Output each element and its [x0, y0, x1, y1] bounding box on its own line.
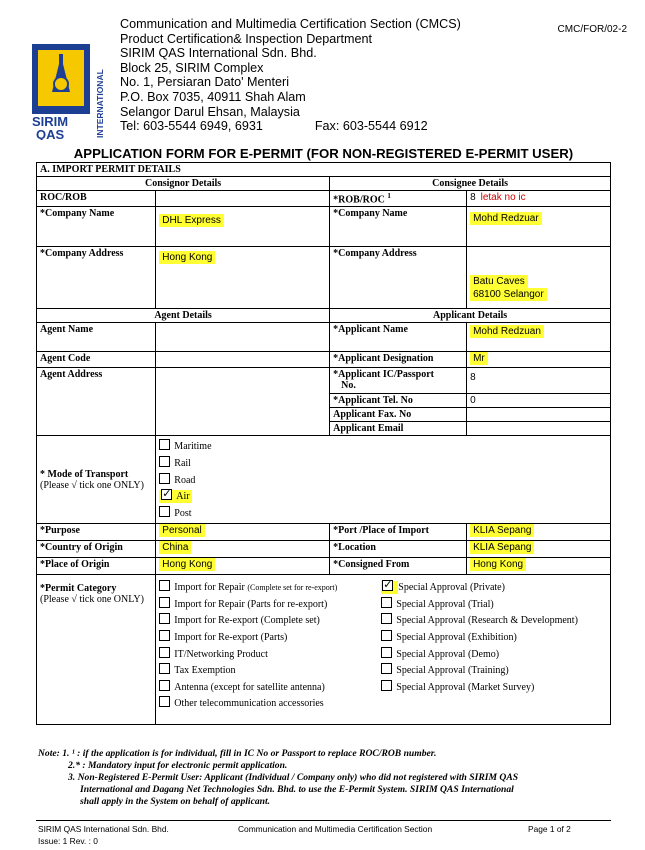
- checkbox[interactable]: [159, 473, 170, 484]
- footer-page: Page 1 of 2: [528, 824, 571, 834]
- roc-rob-label: ROC/ROB: [37, 191, 156, 207]
- option-label: Special Approval (Private): [398, 582, 505, 594]
- form-title: APPLICATION FORM FOR E-PERMIT (FOR NON-REGISTERED E-PERMIT USER): [73, 146, 574, 161]
- consignee-company-field[interactable]: [467, 207, 611, 247]
- consigned-from-field[interactable]: [467, 558, 611, 575]
- consignee-company-label: *Company Name: [330, 207, 467, 247]
- agent-code-label: Agent Code: [37, 352, 156, 368]
- checkbox[interactable]: [159, 580, 170, 591]
- permit-option-special-trial[interactable]: [381, 597, 578, 614]
- note-3c: shall apply in the System on behalf of applicant.: [80, 796, 271, 807]
- option-label: Import for Re-export (Parts): [174, 632, 288, 644]
- option-label: Special Approval (Demo): [396, 648, 500, 660]
- option-label: IT/Networking Product: [174, 648, 268, 660]
- permit-option-reexport-complete[interactable]: [159, 613, 381, 630]
- header-address: [120, 17, 461, 134]
- form-code: CMC/FOR/02-2: [557, 24, 627, 35]
- header-line: SIRIM QAS International Sdn. Bhd.: [120, 46, 317, 61]
- port-label: *Port /Place of Import: [330, 524, 467, 541]
- tel: Tel: 603-5544 6949, 6931: [120, 119, 263, 134]
- option-label: Import for Re-export (Complete set): [174, 615, 320, 627]
- permit-option-it-networking[interactable]: [159, 647, 381, 664]
- consignor-company-field[interactable]: [156, 207, 330, 247]
- agent-address-field[interactable]: [156, 368, 330, 436]
- place-origin-value: Hong Kong: [159, 558, 215, 571]
- permit-category-options: [156, 575, 611, 725]
- logo-text-qas: QAS: [36, 127, 65, 140]
- footer: [38, 824, 608, 846]
- tick-one-text: (Please √ tick one ONLY): [40, 479, 144, 491]
- consignee-address-line1: Batu Caves: [470, 275, 528, 288]
- company-address-label: *Company Address: [37, 247, 156, 309]
- checkbox[interactable]: [159, 630, 170, 641]
- checkbox[interactable]: [159, 439, 170, 450]
- applicant-ic-text: *Applicant IC/Passport: [333, 369, 435, 381]
- checkbox[interactable]: [159, 663, 170, 674]
- country-origin-label: *Country of Origin: [37, 541, 156, 558]
- section-a-header: A. IMPORT PERMIT DETAILS: [37, 163, 611, 177]
- applicant-fax-field[interactable]: [467, 408, 611, 422]
- transport-option-road[interactable]: [159, 473, 607, 490]
- location-label: *Location: [330, 541, 467, 558]
- applicant-tel-field[interactable]: 0: [467, 394, 611, 408]
- option-label: Import for Repair: [174, 582, 245, 594]
- consignee-rob-field[interactable]: [467, 191, 611, 207]
- logo-text-international: INTERNATIONAL: [95, 69, 105, 138]
- checkbox-checked[interactable]: [382, 580, 393, 591]
- note-3b: International and Dagang Net Technologies Sdn. Bhd. to use the E-Permit System. SIRIM QAS International: [80, 784, 514, 795]
- agent-header: Agent Details: [37, 309, 330, 323]
- company-name-label: *Company Name: [37, 207, 156, 247]
- purpose-label: *Purpose: [37, 524, 156, 541]
- permit-option-special-rnd[interactable]: [381, 613, 578, 630]
- header-tel-fax: [120, 119, 461, 134]
- applicant-header: Applicant Details: [330, 309, 611, 323]
- applicant-designation-label: *Applicant Designation: [330, 352, 467, 368]
- rob-roc-label: *ROB/ROC $^1$: [330, 191, 467, 207]
- option-label: Other telecommunication accessories: [174, 698, 324, 710]
- note-3a: 3. Non-Registered E-Permit User: Applicant (Individual / Company only) who did not registered with SIRIM QAS: [68, 772, 519, 783]
- option-label: Road: [174, 474, 196, 486]
- consignee-address-line2: 68100 Selangor: [470, 288, 547, 301]
- applicant-ic-text-2: No.: [341, 380, 356, 392]
- option-label: Tax Exemption: [174, 665, 236, 677]
- transport-option-post[interactable]: [159, 506, 607, 523]
- checkbox[interactable]: [381, 647, 392, 658]
- agent-address-label: Agent Address: [37, 368, 156, 436]
- permit-option-special-training[interactable]: [381, 663, 578, 680]
- applicant-ic-label: [330, 368, 467, 394]
- port-field[interactable]: [467, 524, 611, 541]
- consignor-company-value: DHL Express: [159, 214, 224, 227]
- permit-option-special-private[interactable]: [381, 580, 578, 597]
- option-label: Air: [176, 491, 190, 503]
- permit-category-text: *Permit Category: [40, 583, 117, 595]
- applicant-tel-label: *Applicant Tel. No: [330, 394, 467, 408]
- permit-option-repair-complete[interactable]: [159, 580, 381, 597]
- footer-divider: [36, 820, 611, 821]
- applicant-fax-label: Applicant Fax. No: [330, 408, 467, 422]
- applicant-designation-value: Mr: [470, 352, 488, 365]
- agent-code-field[interactable]: [156, 352, 330, 368]
- permit-category-label: [37, 575, 156, 725]
- permit-option-special-exhibition[interactable]: [381, 630, 578, 647]
- country-origin-field[interactable]: [156, 541, 330, 558]
- checkbox[interactable]: [381, 630, 392, 641]
- checkbox[interactable]: [381, 663, 392, 674]
- consignee-header: Consignee Details: [330, 177, 611, 191]
- checkbox[interactable]: [381, 597, 392, 608]
- footer-section: Communication and Multimedia Certification Section: [238, 824, 433, 834]
- transport-options: [156, 436, 611, 524]
- checkbox[interactable]: [159, 506, 170, 517]
- consignee-address-label: *Company Address: [330, 247, 467, 309]
- header-line: Communication and Multimedia Certification Section (CMCS): [120, 17, 461, 31]
- consigned-from-label: *Consigned From: [330, 558, 467, 575]
- option-label: Rail: [174, 457, 191, 469]
- consigned-from-value: Hong Kong: [470, 558, 526, 571]
- applicant-name-label: *Applicant Name: [330, 323, 467, 352]
- checkbox[interactable]: [381, 613, 392, 624]
- header-line: Selangor Darul Ehsan, Malaysia: [120, 104, 300, 119]
- option-label: Special Approval (Research & Development): [396, 615, 578, 627]
- notes: [38, 748, 618, 808]
- place-origin-label: *Place of Origin: [37, 558, 156, 575]
- tick-one-text-2: (Please √ tick one ONLY): [40, 594, 144, 606]
- footer-issue: Issue: 1 Rev. : 0: [38, 836, 98, 846]
- transport-option-rail[interactable]: [159, 456, 607, 473]
- place-origin-field[interactable]: [156, 558, 330, 575]
- checkbox[interactable]: [159, 456, 170, 467]
- header-line: P.O. Box 7035, 40911 Shah Alam: [120, 89, 306, 104]
- transport-option-air[interactable]: [159, 489, 607, 506]
- footer-company: SIRIM QAS International Sdn. Bhd.: [38, 824, 169, 834]
- permit-option-reexport-parts[interactable]: [159, 630, 381, 647]
- consignor-address-value: Hong Kong: [159, 251, 215, 264]
- port-value: KLIA Sepang: [470, 524, 534, 537]
- header-line: Product Certification& Inspection Department: [120, 31, 372, 46]
- location-value: KLIA Sepang: [470, 541, 534, 554]
- option-label: Antenna (except for satellite antenna): [174, 681, 325, 693]
- consignee-company-value: Mohd Redzuar: [470, 212, 542, 225]
- permit-form-table: [36, 162, 611, 725]
- permit-option-repair-parts[interactable]: [159, 597, 381, 614]
- purpose-value: Personal: [159, 524, 204, 537]
- consignee-rob-value: 8: [470, 192, 476, 203]
- checkbox[interactable]: [159, 613, 170, 624]
- checkbox[interactable]: [159, 647, 170, 658]
- permit-option-antenna[interactable]: [159, 680, 381, 697]
- applicant-name-field[interactable]: [467, 323, 611, 352]
- option-label: Special Approval (Training): [396, 665, 509, 677]
- note-2: 2.* : Mandatory input for electronic permit application.: [68, 760, 288, 771]
- checkbox[interactable]: [159, 680, 170, 691]
- country-origin-value: China: [159, 541, 191, 554]
- checkbox[interactable]: [381, 680, 392, 691]
- applicant-email-field[interactable]: [467, 422, 611, 436]
- transport-option-maritime[interactable]: [159, 439, 607, 456]
- applicant-designation-field[interactable]: [467, 352, 611, 368]
- option-label: Special Approval (Exhibition): [396, 632, 517, 644]
- applicant-email-label: Applicant Email: [330, 422, 467, 436]
- consignor-header: Consignor Details: [37, 177, 330, 191]
- mode-transport-label: [37, 436, 156, 524]
- permit-option-special-market[interactable]: [381, 680, 578, 697]
- header-line: Block 25, SIRIM Complex: [120, 60, 264, 75]
- checkbox-checked[interactable]: [161, 489, 172, 500]
- sirim-logo: [32, 44, 106, 140]
- purpose-field[interactable]: [156, 524, 330, 541]
- mode-transport-text: * Mode of Transport: [40, 468, 129, 480]
- option-label: Post: [174, 507, 192, 519]
- option-label: Special Approval (Market Survey): [396, 681, 535, 693]
- consignee-rob-note: letak no ic: [480, 192, 526, 203]
- applicant-ic-field[interactable]: 8: [467, 368, 611, 394]
- checkbox[interactable]: [159, 597, 170, 608]
- agent-name-label: Agent Name: [37, 323, 156, 352]
- checkbox[interactable]: [159, 696, 170, 707]
- option-label: Special Approval (Trial): [396, 598, 494, 610]
- option-label: Maritime: [174, 441, 212, 453]
- consignor-roc-field[interactable]: [156, 191, 330, 207]
- agent-name-field[interactable]: [156, 323, 330, 352]
- consignor-address-field[interactable]: [156, 247, 330, 309]
- permit-option-special-demo[interactable]: [381, 647, 578, 664]
- logo-text-sirim: SIRIM: [32, 114, 69, 129]
- permit-option-other-telecom[interactable]: [159, 696, 381, 713]
- applicant-name-value: Mohd Redzuan: [470, 325, 544, 338]
- fax: Fax: 603-5544 6912: [314, 119, 428, 134]
- consignee-address-field[interactable]: [467, 247, 611, 309]
- option-label: Import for Repair (Parts for re-export): [174, 598, 328, 610]
- permit-option-tax-exemption[interactable]: [159, 663, 381, 680]
- header-line: No. 1, Persiaran Dato' Menteri: [120, 75, 289, 90]
- location-field[interactable]: [467, 541, 611, 558]
- rob-roc-text: *ROB/ROC: [333, 194, 385, 206]
- option-note: (Complete set for re-export): [247, 583, 338, 593]
- note-1: Note: 1. ¹ : if the application is for individual, fill in IC No or Passport to replace ROC/ROB number.: [38, 748, 437, 759]
